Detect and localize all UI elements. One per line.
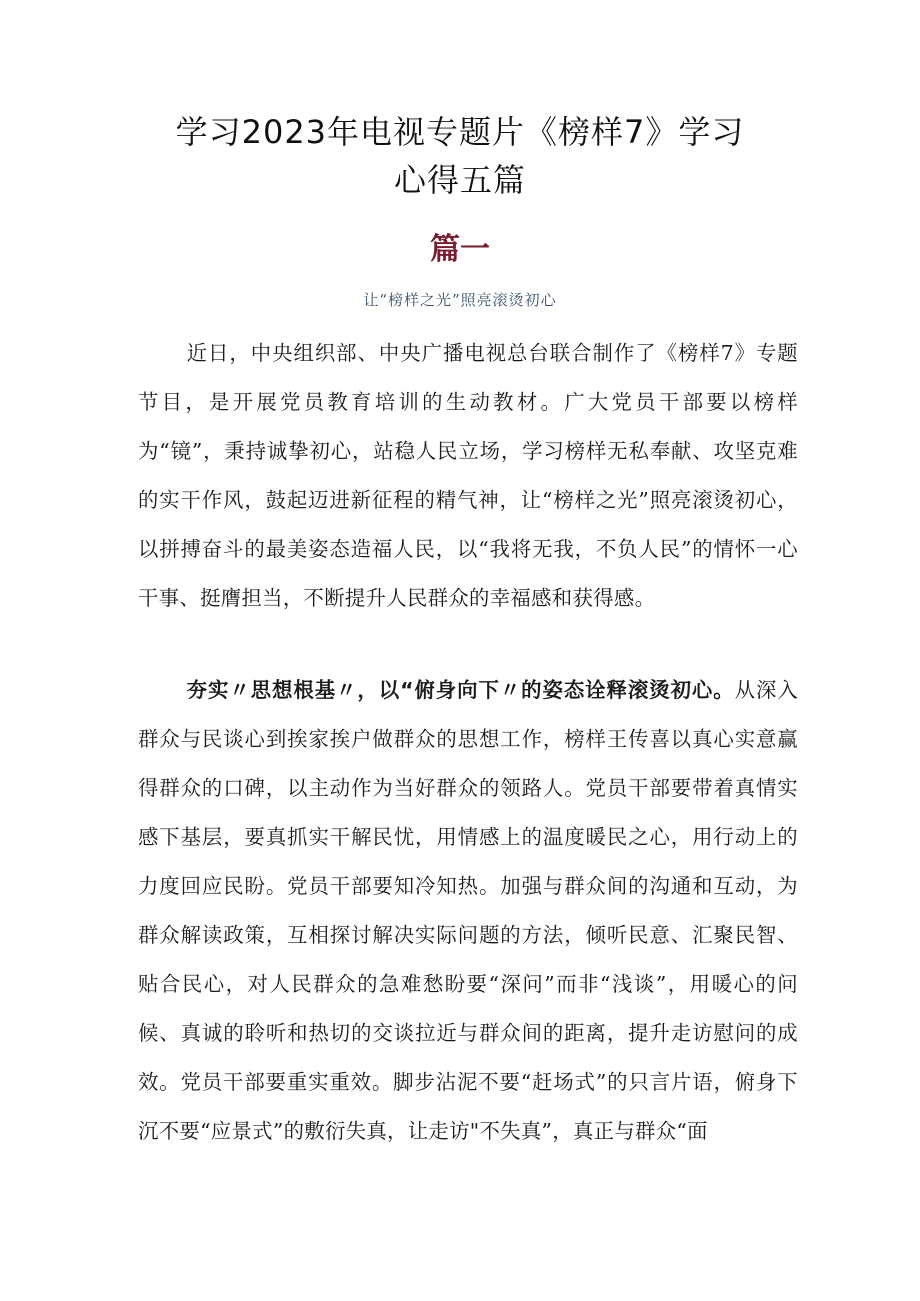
paragraph-2-lead: 夯实〃思想根基〃，以“俯身向下〃的姿态诠释滚烫初心。	[186, 678, 735, 702]
title-line-1: 学习2023年电视专题片《榜样7》学习	[175, 113, 745, 151]
body-paragraph-2	[138, 666, 798, 1156]
body-paragraph-1	[138, 329, 798, 623]
section-subtitle: 让“榜样之光”照亮滚烫初心	[363, 291, 557, 309]
section-heading: 篇一	[430, 232, 490, 267]
title-line-2: 心得五篇	[393, 161, 526, 199]
paragraph-1-text: 近日，中央组织部、中央广播电视总台联合制作了《榜样7》专题节目，是开展党员教育培训的生动教材。广大党员干部要以榜样为“镜”，秉持诚挚初心，站稳人民立场，学习榜样无私奉献、攻坚克难的实干作风，鼓起迈进新征程的精气神，让“榜样之光”照亮滚烫初心，以拼搏奋斗的最美姿态造福人民，以“我将无我，不负人民”的情怀一心干事、挺膺担当，不断提升人民群众的幸福感和获得感。	[138, 341, 798, 610]
paragraph-2-text: 从深入群众与民谈心到挨家挨户做群众的思想工作，榜样王传喜以真心实意赢得群众的口碑，以主动作为当好群众的领路人。党员干部要带着真情实感下基层，要真抓实干解民忧，用情感上的温度暖民之心，用行动上的力度回应民盼。党员干部要知冷知热。加强与群众间的沟通和互动，为群众解读政策，互相探讨解决实际问题的方法，倾听民意、汇聚民智、贴合民心，对人民群众的急难愁盼要“深问”而非“浅谈”，用暖心的问候、真诚的聆听和热切的交谈拉近与群众间的距离，提升走访慰问的成效。党员干部要重实重效。脚步沾泥不要“赶场式”的只言片语，俯身下沉不要“应景式”的敷衍失真，让走访"不失真”，真正与群众“面	[138, 678, 799, 1143]
document-title	[130, 108, 790, 204]
